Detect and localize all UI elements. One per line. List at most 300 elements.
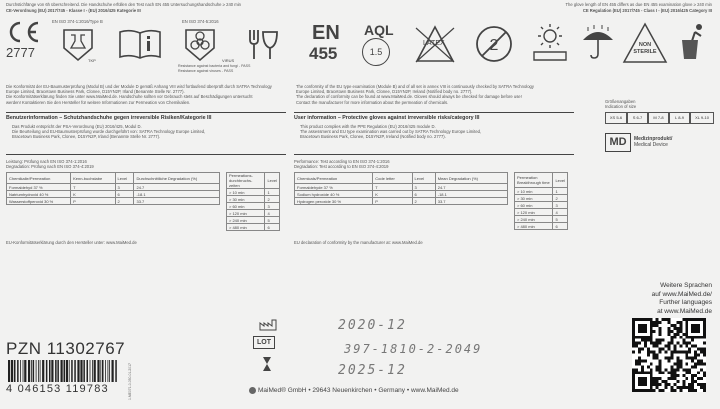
qr-module bbox=[653, 324, 656, 327]
en-section-line-1: This product complies with the PPE Regulation (EU) 2016/425 module D. bbox=[300, 124, 436, 129]
qr-module bbox=[670, 374, 673, 377]
barcode-bar bbox=[92, 360, 93, 382]
qr-module bbox=[665, 380, 668, 383]
qr-module bbox=[679, 359, 682, 362]
barcode-bar bbox=[102, 360, 104, 382]
qr-module bbox=[688, 351, 691, 354]
qr-module bbox=[647, 348, 650, 351]
qr-module bbox=[682, 342, 685, 345]
footer-country: Germany bbox=[378, 387, 406, 395]
en-th-code: Code letter bbox=[373, 173, 412, 184]
qr-module bbox=[641, 368, 644, 371]
barcode-bar bbox=[108, 360, 109, 382]
qr-module bbox=[659, 362, 662, 365]
en-perm-cell: > 240 min bbox=[515, 216, 553, 223]
qr-module bbox=[653, 342, 656, 345]
qr-module bbox=[644, 359, 647, 362]
en-perm-cell: 4 bbox=[553, 209, 568, 216]
de-cell: Wasserstoffperoxid 30 % bbox=[7, 198, 71, 205]
table-row bbox=[7, 191, 220, 198]
qr-module bbox=[641, 359, 644, 362]
qr-module bbox=[670, 342, 673, 345]
qr-module bbox=[668, 371, 671, 374]
top-text-de-2: CE-Verordnung (EU) 2017/745 - Klasse I - (EU) 2016/425 Kategorie III bbox=[6, 8, 141, 13]
de-perm-cell: 5 bbox=[265, 217, 280, 224]
virus-note-2: Resistance against viruses - PASS bbox=[178, 69, 234, 73]
qr-module bbox=[694, 374, 697, 377]
qr-module bbox=[653, 321, 656, 324]
footer-separator: • bbox=[406, 387, 410, 395]
qr-module bbox=[694, 351, 697, 354]
qr-module bbox=[641, 365, 644, 368]
table-row bbox=[7, 198, 220, 205]
qr-module bbox=[659, 365, 662, 368]
qr-module bbox=[679, 324, 682, 327]
qr-module bbox=[670, 386, 673, 389]
qr-module bbox=[650, 362, 653, 365]
aql-value: 1.5 bbox=[362, 38, 390, 66]
en-perm-cell: > 10 min bbox=[515, 188, 553, 195]
qr-module bbox=[673, 368, 676, 371]
en-cell: 33.7 bbox=[435, 198, 507, 205]
qr-module bbox=[676, 342, 679, 345]
qr-module bbox=[644, 345, 647, 348]
en-perm-cell: > 60 min bbox=[515, 202, 553, 209]
further-lang-line-4: at www.MaiMed.de bbox=[657, 307, 712, 315]
qr-module bbox=[653, 377, 656, 380]
qr-module bbox=[676, 330, 679, 333]
de-permeation-table bbox=[226, 172, 280, 231]
barcode-bar bbox=[90, 360, 91, 382]
qr-module bbox=[697, 377, 700, 380]
qr-module bbox=[685, 356, 688, 359]
qr-module bbox=[682, 383, 685, 386]
qr-module bbox=[688, 342, 691, 345]
qr-module bbox=[668, 330, 671, 333]
top-text-de-1: Durchstichfänge von 6h überschreitend. Die Handschuhe erfüllen den Test nach EN 455 Untersuchungshandschuhe ≥ 240 min bbox=[6, 2, 242, 7]
de-perm-cell: > 120 min bbox=[227, 210, 265, 217]
en-cell: Hydrogen peroxide 30 % bbox=[295, 198, 373, 205]
qr-module bbox=[682, 339, 685, 342]
qr-module bbox=[679, 327, 682, 330]
latex-label: LATEX bbox=[423, 40, 445, 47]
further-lang-line-3: Further languages bbox=[659, 299, 712, 306]
qr-module bbox=[688, 389, 691, 392]
qr-module bbox=[659, 383, 662, 386]
qr-module bbox=[694, 365, 697, 368]
qr-module bbox=[632, 345, 635, 348]
qr-module bbox=[694, 380, 697, 383]
qr-module bbox=[679, 389, 682, 392]
size-panel-subtitle: Indication of size bbox=[605, 104, 637, 109]
qr-module bbox=[688, 368, 691, 371]
qr-module bbox=[650, 342, 653, 345]
de-conformity-footer: EU-Konformitätserklärung durch den Hersteller unter: www.MaiMed.de bbox=[6, 240, 137, 245]
qr-module bbox=[656, 354, 659, 357]
qr-module bbox=[653, 383, 656, 386]
de-perm-cell: > 10 min bbox=[227, 189, 265, 196]
qr-module bbox=[685, 345, 688, 348]
de-leistung: Leistung: Prüfung nach EN ISO 374-1:2016 bbox=[6, 159, 87, 164]
footer-brand: MaiMed® GmbH bbox=[258, 387, 307, 395]
qr-module bbox=[682, 318, 685, 321]
qr-module bbox=[697, 354, 700, 357]
qr-module bbox=[700, 348, 703, 351]
do-not-reuse-icon bbox=[474, 24, 514, 69]
qr-module bbox=[691, 380, 694, 383]
qr-module bbox=[670, 336, 673, 339]
barcode-bar bbox=[77, 360, 79, 382]
en-perm-cell: 1 bbox=[553, 188, 568, 195]
qr-module bbox=[682, 374, 685, 377]
qr-module bbox=[673, 336, 676, 339]
en-th-chemical: Chemicals/Permeation bbox=[295, 173, 373, 184]
qr-module bbox=[635, 342, 638, 345]
qr-module bbox=[688, 386, 691, 389]
qr-module bbox=[653, 389, 656, 392]
barcode-bar bbox=[74, 360, 76, 382]
qr-module bbox=[647, 339, 650, 342]
de-perm-cell: > 30 min bbox=[227, 196, 265, 203]
qr-module bbox=[665, 368, 668, 371]
biohazard-icon bbox=[182, 26, 218, 67]
qr-module bbox=[670, 377, 673, 380]
qr-module bbox=[638, 342, 641, 345]
qr-module bbox=[673, 345, 676, 348]
barcode-bar bbox=[42, 360, 44, 382]
qr-code-icon[interactable] bbox=[632, 318, 706, 392]
qr-module bbox=[635, 368, 638, 371]
qr-module bbox=[676, 327, 679, 330]
qr-module bbox=[679, 345, 682, 348]
de-th-level: Level bbox=[115, 173, 134, 184]
medical-device-icon: MD bbox=[605, 133, 631, 152]
table-row bbox=[227, 210, 280, 217]
en-standard-number: 455 bbox=[309, 44, 338, 63]
qr-module bbox=[691, 386, 694, 389]
qr-module bbox=[676, 380, 679, 383]
barcode-bar bbox=[49, 360, 51, 382]
qr-module bbox=[656, 377, 659, 380]
table-row bbox=[515, 209, 568, 216]
qr-module bbox=[685, 386, 688, 389]
barcode-bar bbox=[109, 360, 110, 382]
qr-module bbox=[703, 342, 706, 345]
qr-module bbox=[682, 351, 685, 354]
en-degradation: Degradation: Test according to EN ISO 374-4:2019 bbox=[294, 164, 389, 169]
qr-module bbox=[653, 351, 656, 354]
barcode-bar bbox=[38, 360, 39, 382]
qr-module bbox=[703, 348, 706, 351]
keep-away-from-sunlight-icon bbox=[528, 22, 572, 69]
qr-module bbox=[700, 368, 703, 371]
barcode-bar bbox=[24, 360, 26, 382]
qr-module bbox=[670, 339, 673, 342]
svg-text:2: 2 bbox=[489, 37, 499, 54]
qr-module bbox=[659, 371, 662, 374]
qr-module bbox=[700, 383, 703, 386]
barcode-bar bbox=[94, 360, 96, 382]
barcode-bar bbox=[100, 360, 101, 382]
en-performance: Performance: Test according to EN ISO 374-1:2016 bbox=[294, 159, 390, 164]
footer-separator: • bbox=[308, 387, 311, 395]
virus-standard: EN ISO 374-5:2016 bbox=[182, 19, 219, 24]
qr-module bbox=[662, 380, 665, 383]
de-perm-cell: > 60 min bbox=[227, 203, 265, 210]
waste-bin-icon bbox=[678, 22, 708, 67]
qr-module bbox=[662, 339, 665, 342]
qr-module bbox=[679, 362, 682, 365]
barcode-bar bbox=[40, 360, 41, 382]
barcode-bar bbox=[64, 360, 66, 382]
qr-module bbox=[673, 324, 676, 327]
en-perm-level-header: Level bbox=[553, 173, 568, 188]
qr-module bbox=[653, 356, 656, 359]
de-cell: 33.7 bbox=[134, 198, 220, 205]
barcode-bar bbox=[33, 360, 35, 382]
qr-module bbox=[700, 351, 703, 354]
qr-module bbox=[638, 359, 641, 362]
qr-module bbox=[659, 348, 662, 351]
barcode-bar bbox=[11, 360, 13, 382]
qr-module bbox=[653, 345, 656, 348]
qr-module bbox=[691, 345, 694, 348]
en-cell: Formaldehyde 37 % bbox=[295, 184, 373, 191]
en-standard-title: EN bbox=[312, 22, 340, 44]
de-th-chemical: Chemikalie/Permeation bbox=[7, 173, 71, 184]
qr-module bbox=[697, 383, 700, 386]
qr-module bbox=[650, 368, 653, 371]
size-panel-title: Größenangaben bbox=[605, 99, 636, 104]
barcode-bar bbox=[46, 360, 48, 382]
table-row bbox=[7, 184, 220, 191]
qr-module bbox=[665, 383, 668, 386]
en-section-line-2: The assessment and EU type examination was carried out by SATRA Technology Europe Limited, bbox=[300, 129, 482, 135]
de-perm-cell: 4 bbox=[265, 210, 280, 217]
qr-module bbox=[659, 327, 662, 330]
qr-module bbox=[685, 362, 688, 365]
qr-module bbox=[685, 342, 688, 345]
qr-module bbox=[668, 318, 671, 321]
qr-module bbox=[662, 348, 665, 351]
qr-module bbox=[691, 374, 694, 377]
de-th-code: Kenn-buchstabe bbox=[71, 173, 115, 184]
expiry-date-icon bbox=[262, 356, 272, 377]
qr-module bbox=[670, 371, 673, 374]
en-th-level: Level bbox=[412, 173, 435, 184]
barcode-bar bbox=[14, 360, 16, 382]
en-perm-cell: 5 bbox=[553, 216, 568, 223]
table-row bbox=[227, 189, 280, 196]
qr-module bbox=[653, 354, 656, 357]
qr-module bbox=[700, 377, 703, 380]
qr-module bbox=[700, 362, 703, 365]
de-section-line-3: Bracetown Business Park, Clonee, D15YN2P, Irland (Benannte Stelle Nr. 2777). bbox=[12, 134, 161, 140]
de-section-line-2: Die Beurteilung und EU-Baumusterprüfung wurde durchgeführt von: SATRA Technology Europe Limited, bbox=[12, 129, 206, 135]
de-perm-cell: > 480 min bbox=[227, 224, 265, 231]
qr-module bbox=[694, 389, 697, 392]
en-intro-line-4: Contact the manufacturer for more information about the permeation of chemicals. bbox=[296, 99, 449, 105]
read-instructions-icon bbox=[118, 28, 162, 65]
barcode-bar bbox=[71, 360, 73, 382]
qr-module bbox=[703, 362, 706, 365]
en-perm-cell: > 120 min bbox=[515, 209, 553, 216]
barcode-bar bbox=[57, 360, 59, 382]
qr-module bbox=[668, 342, 671, 345]
qr-module bbox=[668, 321, 671, 324]
qr-module bbox=[638, 351, 641, 354]
qr-module bbox=[673, 374, 676, 377]
barcode-bar bbox=[31, 360, 32, 382]
en-perm-header: Permeation Breakthrough time bbox=[515, 173, 553, 188]
en-intro-line-3: The declaration of conformity can be found at www.MaiMed.de. Gloves should always be checked for damage before use! bbox=[296, 94, 522, 100]
de-cell: -18.1 bbox=[134, 191, 220, 198]
en-cell: 24.7 bbox=[435, 184, 507, 191]
ce-notified-body: 2777 bbox=[6, 45, 35, 60]
qr-module bbox=[656, 318, 659, 321]
qr-module bbox=[703, 371, 706, 374]
qr-module bbox=[656, 342, 659, 345]
qr-module bbox=[703, 389, 706, 392]
de-cell: Formaldehyd 37 % bbox=[7, 184, 71, 191]
qr-module bbox=[644, 339, 647, 342]
qr-module bbox=[656, 321, 659, 324]
size-m: M 7-8 bbox=[648, 112, 669, 124]
qr-module bbox=[659, 389, 662, 392]
qr-module bbox=[688, 371, 691, 374]
barcode-bar bbox=[115, 360, 117, 382]
en-cell: -18.1 bbox=[435, 191, 507, 198]
en-perm-cell: 6 bbox=[553, 223, 568, 230]
qr-module bbox=[682, 386, 685, 389]
de-intro-text bbox=[6, 84, 286, 105]
qr-module bbox=[676, 374, 679, 377]
en-cell: Sodium hydroxide 40 % bbox=[295, 191, 373, 198]
qr-module bbox=[670, 389, 673, 392]
de-chemical-table bbox=[6, 172, 220, 205]
qr-module bbox=[673, 383, 676, 386]
qr-module bbox=[694, 345, 697, 348]
qr-module bbox=[656, 345, 659, 348]
qr-module bbox=[659, 339, 662, 342]
qr-module bbox=[685, 377, 688, 380]
qr-module bbox=[653, 380, 656, 383]
size-xs: XS 5-6 bbox=[605, 112, 627, 124]
barcode-bar bbox=[51, 360, 53, 382]
de-cell: T bbox=[71, 184, 115, 191]
size-s: S 6-7 bbox=[627, 112, 648, 124]
de-perm-header: Permeations-durchbruchs-zeiten bbox=[227, 173, 265, 189]
qr-module bbox=[676, 351, 679, 354]
barcode-bar bbox=[17, 360, 19, 382]
qr-module bbox=[676, 365, 679, 368]
qr-module bbox=[641, 339, 644, 342]
de-intro-line-3: Die Konformitätserklärung finden Sie unter www.MaiMed.de. Handschuhe sollten vor Gebrauch stets auf Beschädigungen untersucht bbox=[6, 94, 253, 100]
qr-module bbox=[673, 348, 676, 351]
de-perm-cell: 2 bbox=[265, 196, 280, 203]
qr-module bbox=[659, 368, 662, 371]
qr-module bbox=[673, 389, 676, 392]
qr-module bbox=[656, 380, 659, 383]
qr-module bbox=[676, 359, 679, 362]
de-th-degradation: Durchschnittliche Degradation (%) bbox=[134, 173, 220, 184]
qr-module bbox=[665, 351, 668, 354]
de-section-rule bbox=[6, 112, 286, 113]
tkp-label: TKP bbox=[88, 58, 96, 63]
table-row bbox=[295, 191, 508, 198]
en-cell: P bbox=[373, 198, 412, 205]
manufacture-date-icon bbox=[259, 318, 277, 336]
qr-module bbox=[659, 321, 662, 324]
de-cell: 2 bbox=[115, 198, 134, 205]
barcode-bar bbox=[69, 360, 70, 382]
qr-module bbox=[647, 354, 650, 357]
qr-module bbox=[668, 377, 671, 380]
qr-module bbox=[650, 339, 653, 342]
qr-module bbox=[676, 386, 679, 389]
qr-module bbox=[685, 354, 688, 357]
barcode-bar bbox=[97, 360, 99, 382]
qr-module bbox=[694, 356, 697, 359]
qr-module bbox=[659, 330, 662, 333]
top-text-en-2: CE Regulation (EU) 2017/745 - Class I - (EU) 2016/425 Category III bbox=[582, 8, 712, 13]
footer-website[interactable]: www.MaiMed.de bbox=[410, 387, 459, 395]
qr-module bbox=[697, 348, 700, 351]
de-section-line-1: Das Produkt entspricht der PSA-Verordnung (EU) 2016/425, Modul D. bbox=[12, 124, 142, 129]
table-row bbox=[227, 203, 280, 210]
qr-module bbox=[653, 330, 656, 333]
barcode-digits: 4 046153 119783 bbox=[6, 383, 109, 395]
qr-module bbox=[668, 345, 671, 348]
de-section-heading: Benutzerinformation – Schutzhandschuhe gegen irreversible Risiken/Kategorie III bbox=[6, 115, 212, 121]
en-section-rule-2 bbox=[294, 154, 574, 155]
barcode-bar bbox=[20, 360, 21, 382]
qr-module bbox=[668, 348, 671, 351]
qr-module bbox=[670, 354, 673, 357]
barcode-bar bbox=[105, 360, 106, 382]
qr-module bbox=[679, 336, 682, 339]
qr-module bbox=[691, 324, 700, 333]
qr-module bbox=[659, 333, 662, 336]
barcode-bar bbox=[87, 360, 89, 382]
qr-module bbox=[679, 330, 682, 333]
qr-module bbox=[691, 377, 694, 380]
table-row bbox=[515, 223, 568, 230]
table-row bbox=[515, 202, 568, 209]
footer-address: 29643 Neuenkirchen bbox=[312, 387, 373, 395]
barcode-bar bbox=[66, 360, 68, 382]
table-row bbox=[515, 188, 568, 195]
de-intro-line-2: Europe Limited, Bracetown Business Park, Clonee, D15YN2P, Irland (Benannte Stelle Nr. 2777). bbox=[6, 89, 185, 95]
qr-module bbox=[685, 368, 688, 371]
qr-module bbox=[638, 362, 641, 365]
qr-module bbox=[697, 359, 700, 362]
en-perm-cell: 2 bbox=[553, 195, 568, 202]
qr-module bbox=[638, 356, 641, 359]
qr-module bbox=[665, 318, 668, 321]
qr-module bbox=[679, 351, 682, 354]
qr-module bbox=[688, 383, 691, 386]
qr-module bbox=[632, 339, 635, 342]
de-perm-cell: 6 bbox=[265, 224, 280, 231]
table-row bbox=[227, 196, 280, 203]
qr-module bbox=[668, 383, 671, 386]
aql-title: AQL bbox=[364, 22, 394, 38]
qr-module bbox=[662, 318, 665, 321]
size-l: L 8-9 bbox=[669, 112, 690, 124]
en-perm-cell: > 480 min bbox=[515, 223, 553, 230]
non-sterile-line-2: STERILE bbox=[633, 49, 657, 55]
